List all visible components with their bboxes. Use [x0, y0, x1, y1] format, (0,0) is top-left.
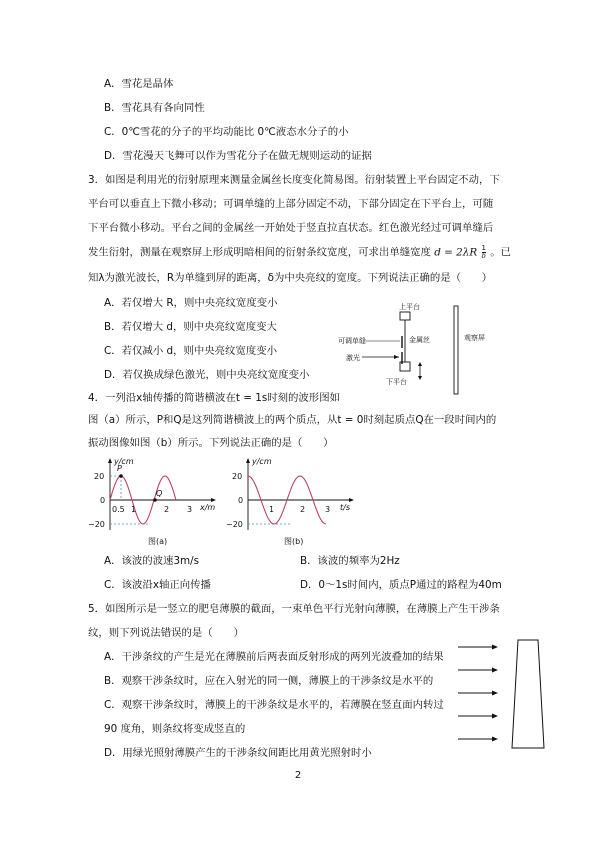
- q3-stem-line1: 3．如图是利用光的衍射原理来测量金属丝长度变化简易图。衍射装置上平台固定不动，下: [88, 174, 500, 186]
- q4-option-c: C．该波沿x轴正向传播: [104, 579, 211, 591]
- q4-option-d: D．0～1s时间内，质点P通过的路程为40m: [300, 579, 502, 591]
- graph-a-x-arrow-icon: [211, 498, 216, 502]
- q5-option-c: C．观察干涉条纹时，薄膜上的干涉条纹是水平的，若薄膜在竖直面内转过: [104, 699, 444, 711]
- q3-stem-line3: 下平台微小移动。平台之间的金属丝一开始处于竖直拉直状态。红色激光经过可调单缝后: [88, 222, 494, 234]
- laser-arrow-icon: [394, 355, 399, 359]
- q3-formula-fraction: [482, 245, 486, 260]
- q2-option-a: A．雪花是晶体: [104, 78, 174, 90]
- q5-option-c-cont: 90 度角，则条纹将变成竖直的: [104, 723, 246, 735]
- graph-a-tick-x-2: 2: [164, 505, 170, 514]
- label-bottom-platform: 下平台: [386, 378, 407, 386]
- q5-stem-line2: 纹，则下列说法错误的是（ ）: [88, 627, 244, 639]
- graph-b-tick-neg20: −20: [226, 520, 243, 529]
- graph-b-tick-x-1: 1: [269, 505, 275, 514]
- graph-a-label-q: Q: [156, 489, 163, 498]
- q3-stem-line4-end: 。已: [490, 246, 512, 259]
- graph-b-caption: 图(b): [284, 537, 304, 546]
- graph-b-x-label: t/s: [340, 503, 350, 512]
- page-number: 2: [294, 770, 302, 781]
- graph-a-tick-x-3: 3: [187, 505, 193, 514]
- graph-b-y-arrow-icon: [246, 458, 250, 463]
- diffraction-apparatus-diagram: [336, 298, 496, 396]
- label-screen: 观察屏: [464, 334, 485, 342]
- q3-stem-line4: [88, 245, 511, 260]
- graph-b-y-label: y/cm: [252, 457, 272, 466]
- graph-b-x-arrow-icon: [349, 498, 354, 502]
- q3-stem-line5: 知λ为激光波长，R为单缝到屏的距离，δ为中央亮纹的宽度。下列说法正确的是（ ）: [88, 272, 493, 284]
- top-platform: [400, 312, 410, 320]
- q5-stem-line1: 5．如图所示是一竖立的肥皂薄膜的截面，一束单色平行光射向薄膜，在薄膜上产生干涉条: [88, 603, 500, 615]
- label-top-platform: 上平台: [399, 303, 420, 311]
- graph-a-tick-20: 20: [94, 472, 105, 481]
- q5-option-d: D．用绿光照射薄膜产生的干涉条纹间距比用黄光照射时小: [104, 747, 372, 759]
- graph-a-label-p: P: [117, 464, 122, 473]
- graph-b-tick-0: 0: [238, 496, 244, 505]
- q3-frac-num: 1: [481, 244, 486, 252]
- q4-stem-line2: 图（a）所示，P和Q是这列简谐横波上的两个质点，从t = 0时刻起质点Q在一段时间内的: [88, 414, 497, 426]
- down-arrowhead-icon: [418, 376, 422, 380]
- incident-light-arrows: [458, 645, 498, 742]
- q3-option-a: A．若仅增大 R，则中央亮纹宽度变小: [104, 297, 278, 309]
- q3-formula: d = 2λR: [434, 246, 478, 259]
- graph-b-tick-20: 20: [232, 472, 243, 481]
- graph-a-tick-neg20: −20: [88, 520, 105, 529]
- label-wire: 金属丝: [409, 336, 430, 344]
- q2-option-b: B．雪花具有各向同性: [104, 102, 205, 114]
- soap-film-diagram: [456, 636, 560, 754]
- q2-option-d: D．雪花漫天飞舞可以作为雪花分子在做无规则运动的证据: [104, 150, 372, 162]
- q3-stem-line4-text: 发生衍射，测量在观察屏上形成明暗相间的衍射条纹宽度，可求出单缝宽度: [88, 246, 431, 259]
- wave-graph-a: [84, 454, 234, 550]
- q2-option-c: C．0℃雪花的分子的平均动能比 0℃液态水分子的小: [104, 126, 349, 138]
- q4-stem-line1: 4．一列沿x轴传播的简谐横波在t = 1s时刻的波形图如: [88, 392, 340, 404]
- q4-option-b: B．该波的频率为2Hz: [300, 555, 400, 567]
- vibration-graph-b: [222, 454, 372, 550]
- graph-a-x-label: x/m: [200, 503, 216, 512]
- q5-option-a: A．干涉条纹的产生是光在薄膜前后两表面反射形成的两列光波叠加的结果: [104, 651, 444, 663]
- graph-a-point-p: [119, 474, 123, 478]
- graph-a-point-q: [153, 498, 157, 502]
- graph-a-tick-x-1: 1: [131, 505, 137, 514]
- q4-stem-line3: 振动图像如图（b）所示。下列说法正确的是（ ）: [88, 437, 334, 449]
- q3-option-b: B．若仅增大 d，则中央亮纹宽度变大: [104, 321, 277, 333]
- up-arrowhead-icon: [418, 362, 422, 366]
- graph-a-caption: 图(a): [148, 537, 168, 546]
- q5-option-b: B．观察干涉条纹时，应在入射光的同一侧，薄膜上的干涉条纹是水平的: [104, 675, 434, 687]
- graph-a-y-label: y/cm: [114, 457, 134, 466]
- q3-frac-den: δ: [481, 252, 486, 260]
- graph-a-y-arrow-icon: [108, 458, 112, 463]
- graph-b-tick-x-3: 3: [325, 505, 331, 514]
- graph-a-tick-0: 0: [100, 496, 106, 505]
- q3-option-c: C．若仅减小 d，则中央亮纹宽度变小: [104, 345, 278, 357]
- soap-film-cross-section: [512, 640, 544, 748]
- observation-screen: [454, 306, 458, 394]
- q3-option-d: D．若仅换成绿色激光，则中央亮纹宽度变小: [104, 369, 310, 381]
- graph-a-tick-x-05: 0.5: [112, 505, 125, 514]
- q4-option-a: A．该波的波速3m/s: [104, 555, 200, 567]
- graph-b-tick-x-2: 2: [300, 505, 306, 514]
- label-slit: 可调单缝: [338, 337, 366, 345]
- label-laser: 激光: [346, 354, 360, 362]
- q3-stem-line2: 平台可以垂直上下微小移动；可调单缝的上部分固定不动，下部分固定在下平台上，可随: [88, 198, 494, 210]
